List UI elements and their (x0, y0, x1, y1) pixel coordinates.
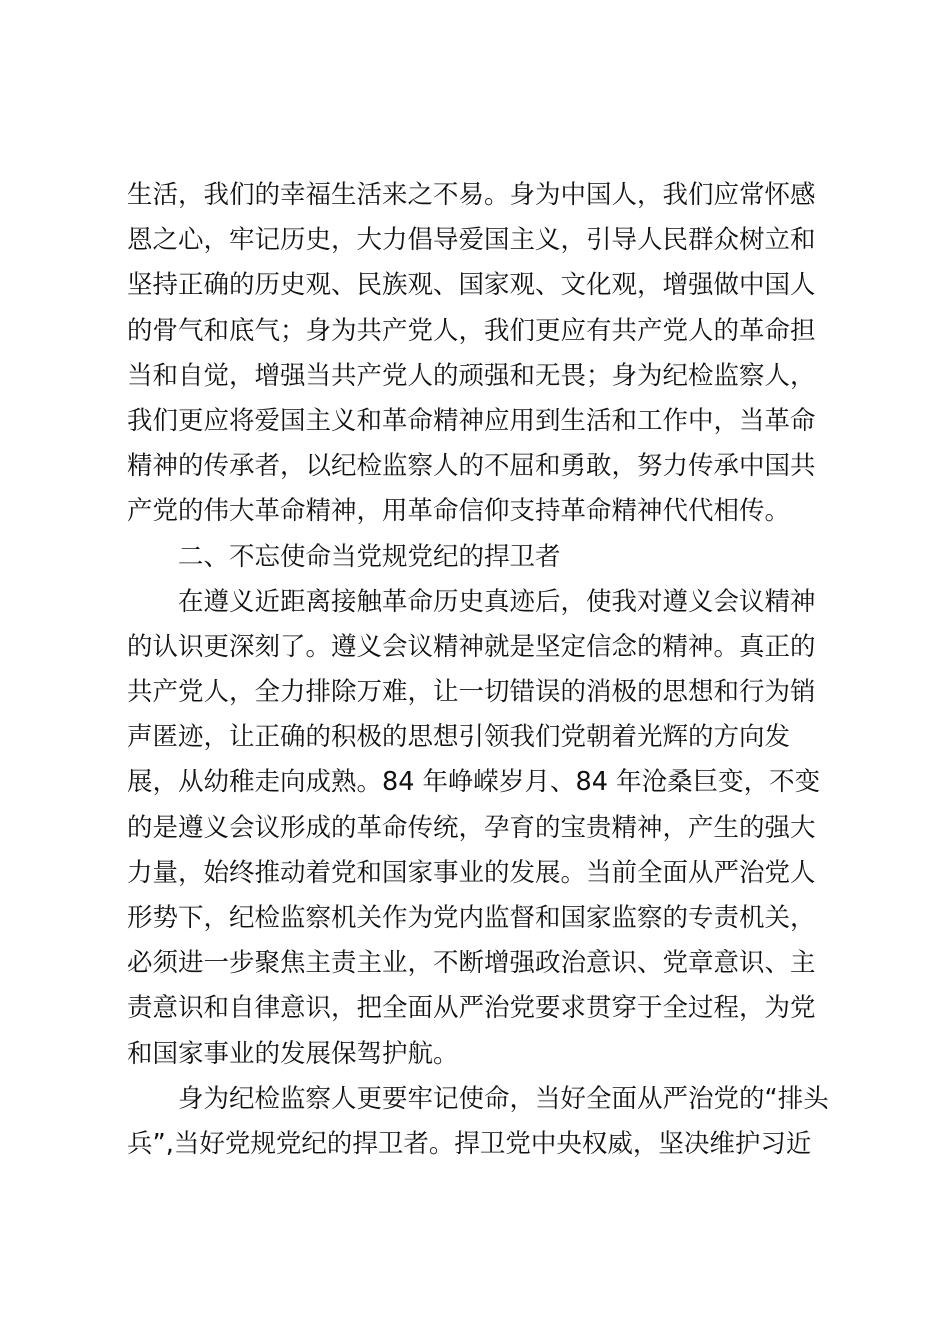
paragraph-line: 在遵义近距离接触革命历史真迹后，使我对遵义会议精神 (178, 586, 816, 617)
paragraph-line: 展，从幼稚走向成熟。84 年峥嵘岁月、84 年沧桑巨变，不变 (127, 767, 821, 798)
paragraph-line: 共产党人，全力排除万难，让一切错误的消极的思想和行为销 (127, 677, 816, 708)
paragraph-line: 精神的传承者，以纪检监察人的不屈和勇敢，努力传承中国共 (127, 451, 816, 482)
paragraph-line: 的骨气和底气；身为共产党人，我们更应有共产党人的革命担 (127, 315, 816, 346)
paragraph-line: 身为纪检监察人更要牢记使命，当好全面从严治党的“排头 (178, 1083, 829, 1114)
paragraph-2 (127, 580, 827, 1077)
paragraph-line: 责意识和自律意识，把全面从严治党要求贯穿于全过程，为党 (127, 993, 816, 1024)
paragraph-3 (127, 1077, 827, 1167)
paragraph-line: 坚持正确的历史观、民族观、国家观、文化观，增强做中国人 (127, 270, 816, 301)
paragraph-line: 的认识更深刻了。遵义会议精神就是坚定信念的精神。真正的 (127, 631, 816, 662)
paragraph-line: 的是遵义会议形成的革命传统，孕育的宝贵精神，产生的强大 (127, 812, 816, 843)
paragraph-line: 产党的伟大革命精神，用革命信仰支持革命精神代代相传。 (127, 496, 791, 527)
paragraph-line: 形势下，纪检监察机关作为党内监督和国家监察的专责机关， (127, 903, 816, 933)
paragraph-line: 和国家事业的发展保驾护航。 (127, 1038, 459, 1069)
paragraph-line: 力量，始终推动着党和国家事业的发展。当前全面从严治党人 (127, 857, 816, 888)
paragraph-line: 兵”,当好党规党纪的捍卫者。捍卫党中央权威，坚决维护习近 (127, 1128, 812, 1159)
paragraph-line: 当和自觉，增强当共产党人的顽强和无畏；身为纪检监察人， (127, 360, 816, 391)
paragraph-line: 声匿迹，让正确的积极的思想引领我们党朝着光辉的方向发 (127, 722, 791, 753)
paragraph-line: 必须进一步聚焦主责主业，不断增强政治意识、党章意识、主 (127, 948, 816, 979)
paragraph-line: 恩之心，牢记历史，大力倡导爱国主义，引导人民群众树立和 (127, 225, 816, 256)
document-body (127, 173, 827, 1167)
paragraph-1 (127, 173, 827, 535)
section-heading-text: 二、不忘使命当党规党纪的捍卫者 (178, 541, 561, 572)
paragraph-line: 我们更应将爱国主义和革命精神应用到生活和工作中，当革命 (127, 405, 816, 436)
paragraph-line: 生活，我们的幸福生活来之不易。身为中国人，我们应常怀感 (127, 180, 816, 210)
section-heading (127, 535, 827, 580)
